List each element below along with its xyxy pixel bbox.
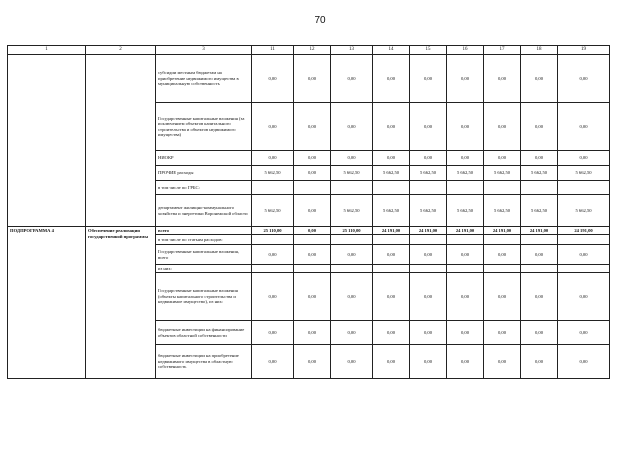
value-cell (410, 235, 447, 245)
value-cell: 0,00 (252, 103, 294, 151)
value-cell: 5 662,50 (373, 166, 410, 181)
value-cell (331, 235, 373, 245)
value-cell: 0,00 (252, 345, 294, 379)
header-cell: 18 (521, 46, 558, 55)
value-cell: 0,00 (521, 321, 558, 345)
row-description: ПРОЧИЕ расходы (156, 166, 252, 181)
value-cell: 0,00 (558, 151, 610, 166)
value-cell: 0,00 (410, 55, 447, 103)
value-cell: 0,00 (331, 273, 373, 321)
row-description: в том числе по статьям расходов: (156, 235, 252, 245)
value-cell: 0,00 (521, 345, 558, 379)
value-cell: 5 662,50 (447, 195, 484, 227)
header-cell: 16 (447, 46, 484, 55)
value-cell: 24 191,00 (521, 227, 558, 235)
value-cell: 0,00 (484, 245, 521, 265)
value-cell: 25 110,00 (331, 227, 373, 235)
value-cell: 5 662,50 (252, 166, 294, 181)
value-cell (521, 181, 558, 195)
value-cell (252, 181, 294, 195)
value-cell: 0,00 (410, 321, 447, 345)
value-cell: 24 191,00 (447, 227, 484, 235)
value-cell: 0,00 (410, 103, 447, 151)
row-description: НИОКР (156, 151, 252, 166)
value-cell: 0,00 (484, 273, 521, 321)
row-description: департамент жилищно-коммунального хозяйства и энергетики Воронежской области (156, 195, 252, 227)
value-cell: 0,00 (558, 55, 610, 103)
value-cell: 0,00 (331, 55, 373, 103)
value-cell: 0,00 (373, 103, 410, 151)
value-cell: 25 110,00 (252, 227, 294, 235)
value-cell: 5 662,50 (484, 195, 521, 227)
header-row (8, 46, 610, 55)
value-cell (331, 181, 373, 195)
row-description: Государственные капитальные вложения, всего (156, 245, 252, 265)
row-description: из них: (156, 265, 252, 273)
subprogram-code: ПОДПРОГРАММА 4 (8, 227, 86, 379)
value-cell: 0,00 (373, 273, 410, 321)
value-cell (252, 265, 294, 273)
value-cell (484, 265, 521, 273)
header-cell: 11 (252, 46, 294, 55)
value-cell: 0,00 (410, 151, 447, 166)
value-cell: 0,00 (294, 166, 331, 181)
value-cell (294, 181, 331, 195)
header-cell: 15 (410, 46, 447, 55)
empty-name-cell (86, 55, 156, 227)
value-cell (447, 265, 484, 273)
value-cell: 0,00 (410, 245, 447, 265)
value-cell (447, 235, 484, 245)
value-cell (373, 235, 410, 245)
budget-table-body (8, 46, 610, 379)
value-cell: 0,00 (252, 273, 294, 321)
value-cell: 0,00 (447, 55, 484, 103)
value-cell: 0,00 (252, 245, 294, 265)
value-cell: 0,00 (252, 151, 294, 166)
value-cell: 0,00 (558, 273, 610, 321)
value-cell: 0,00 (410, 345, 447, 379)
value-cell: 0,00 (252, 55, 294, 103)
value-cell (373, 265, 410, 273)
header-cell: 17 (484, 46, 521, 55)
value-cell: 0,00 (410, 273, 447, 321)
value-cell: 0,00 (447, 321, 484, 345)
value-cell: 0,00 (373, 55, 410, 103)
value-cell (294, 235, 331, 245)
value-cell: 0,00 (447, 151, 484, 166)
value-cell (447, 181, 484, 195)
value-cell: 5 662,50 (410, 195, 447, 227)
value-cell: 0,00 (558, 103, 610, 151)
value-cell: 0,00 (294, 195, 331, 227)
header-cell: 2 (86, 46, 156, 55)
value-cell: 0,00 (294, 103, 331, 151)
value-cell: 0,00 (331, 151, 373, 166)
row-description: всего (156, 227, 252, 235)
value-cell: 0,00 (294, 345, 331, 379)
value-cell: 5 662,50 (331, 195, 373, 227)
value-cell: 5 662,50 (558, 166, 610, 181)
value-cell: 0,00 (558, 245, 610, 265)
value-cell: 5 662,50 (484, 166, 521, 181)
budget-table (7, 45, 610, 379)
table-row (8, 55, 610, 103)
value-cell (410, 181, 447, 195)
value-cell: 0,00 (373, 345, 410, 379)
value-cell: 0,00 (294, 151, 331, 166)
value-cell: 0,00 (558, 321, 610, 345)
value-cell: 0,00 (373, 245, 410, 265)
value-cell (252, 235, 294, 245)
header-cell: 13 (331, 46, 373, 55)
value-cell: 0,00 (484, 151, 521, 166)
value-cell: 0,00 (484, 55, 521, 103)
value-cell: 0,00 (521, 273, 558, 321)
value-cell: 5 662,50 (410, 166, 447, 181)
value-cell (558, 235, 610, 245)
value-cell (558, 181, 610, 195)
page-number: 70 (314, 15, 326, 26)
header-cell: 12 (294, 46, 331, 55)
row-description: в том числе по ГРБС: (156, 181, 252, 195)
header-cell: 14 (373, 46, 410, 55)
value-cell: 5 662,50 (252, 195, 294, 227)
value-cell: 0,00 (521, 55, 558, 103)
value-cell: 5 662,50 (521, 195, 558, 227)
value-cell: 0,00 (484, 321, 521, 345)
value-cell: 0,00 (331, 345, 373, 379)
value-cell (484, 181, 521, 195)
row-description: Государственные капитальные вложения (за исключением объектов капитального строительства и объектов недвижимого имущества) (156, 103, 252, 151)
value-cell: 0,00 (294, 321, 331, 345)
value-cell: 0,00 (447, 103, 484, 151)
value-cell (558, 265, 610, 273)
value-cell (484, 235, 521, 245)
value-cell: 24 191,00 (558, 227, 610, 235)
empty-code-cell (8, 55, 86, 227)
value-cell: 0,00 (294, 245, 331, 265)
value-cell: 5 662,50 (373, 195, 410, 227)
value-cell: 24 191,00 (410, 227, 447, 235)
value-cell (373, 181, 410, 195)
value-cell: 5 662,50 (447, 166, 484, 181)
value-cell: 5 662,50 (331, 166, 373, 181)
row-description: Государственные капитальные вложения (объекты капитального строительства и недвижимое имущество), из них: (156, 273, 252, 321)
value-cell (331, 265, 373, 273)
value-cell: 0,00 (294, 55, 331, 103)
value-cell: 24 191,00 (373, 227, 410, 235)
value-cell: 0,00 (558, 345, 610, 379)
value-cell: 0,00 (331, 103, 373, 151)
value-cell (410, 265, 447, 273)
value-cell: 24 191,00 (484, 227, 521, 235)
value-cell: 0,00 (447, 273, 484, 321)
value-cell (521, 265, 558, 273)
header-cell: 1 (8, 46, 86, 55)
table-row (8, 227, 610, 235)
value-cell (294, 265, 331, 273)
value-cell: 0,00 (294, 273, 331, 321)
value-cell: 0,00 (521, 245, 558, 265)
value-cell: 0,00 (447, 345, 484, 379)
value-cell: 0,00 (373, 151, 410, 166)
value-cell (521, 235, 558, 245)
row-description: бюджетные инвестиции на финансирование объектов областной собственности (156, 321, 252, 345)
value-cell: 0,00 (484, 103, 521, 151)
row-description: субсидии местным бюджетам на приобретение недвижимого имущества в муниципальную собственность (156, 55, 252, 103)
value-cell: 0,00 (373, 321, 410, 345)
value-cell: 0,00 (521, 151, 558, 166)
row-description: бюджетные инвестиции на приобретение недвижимого имущества в областную собственность (156, 345, 252, 379)
value-cell: 0,00 (447, 245, 484, 265)
value-cell: 0,00 (331, 245, 373, 265)
value-cell: 5 662,50 (521, 166, 558, 181)
header-cell: 3 (156, 46, 252, 55)
subprogram-name: Обеспечение реализации государственной программы (86, 227, 156, 379)
value-cell: 0,00 (521, 103, 558, 151)
value-cell: 0,00 (252, 321, 294, 345)
value-cell: 0,00 (484, 345, 521, 379)
value-cell: 5 662,50 (558, 195, 610, 227)
value-cell: 0,00 (294, 227, 331, 235)
value-cell: 0,00 (331, 321, 373, 345)
header-cell: 19 (558, 46, 610, 55)
